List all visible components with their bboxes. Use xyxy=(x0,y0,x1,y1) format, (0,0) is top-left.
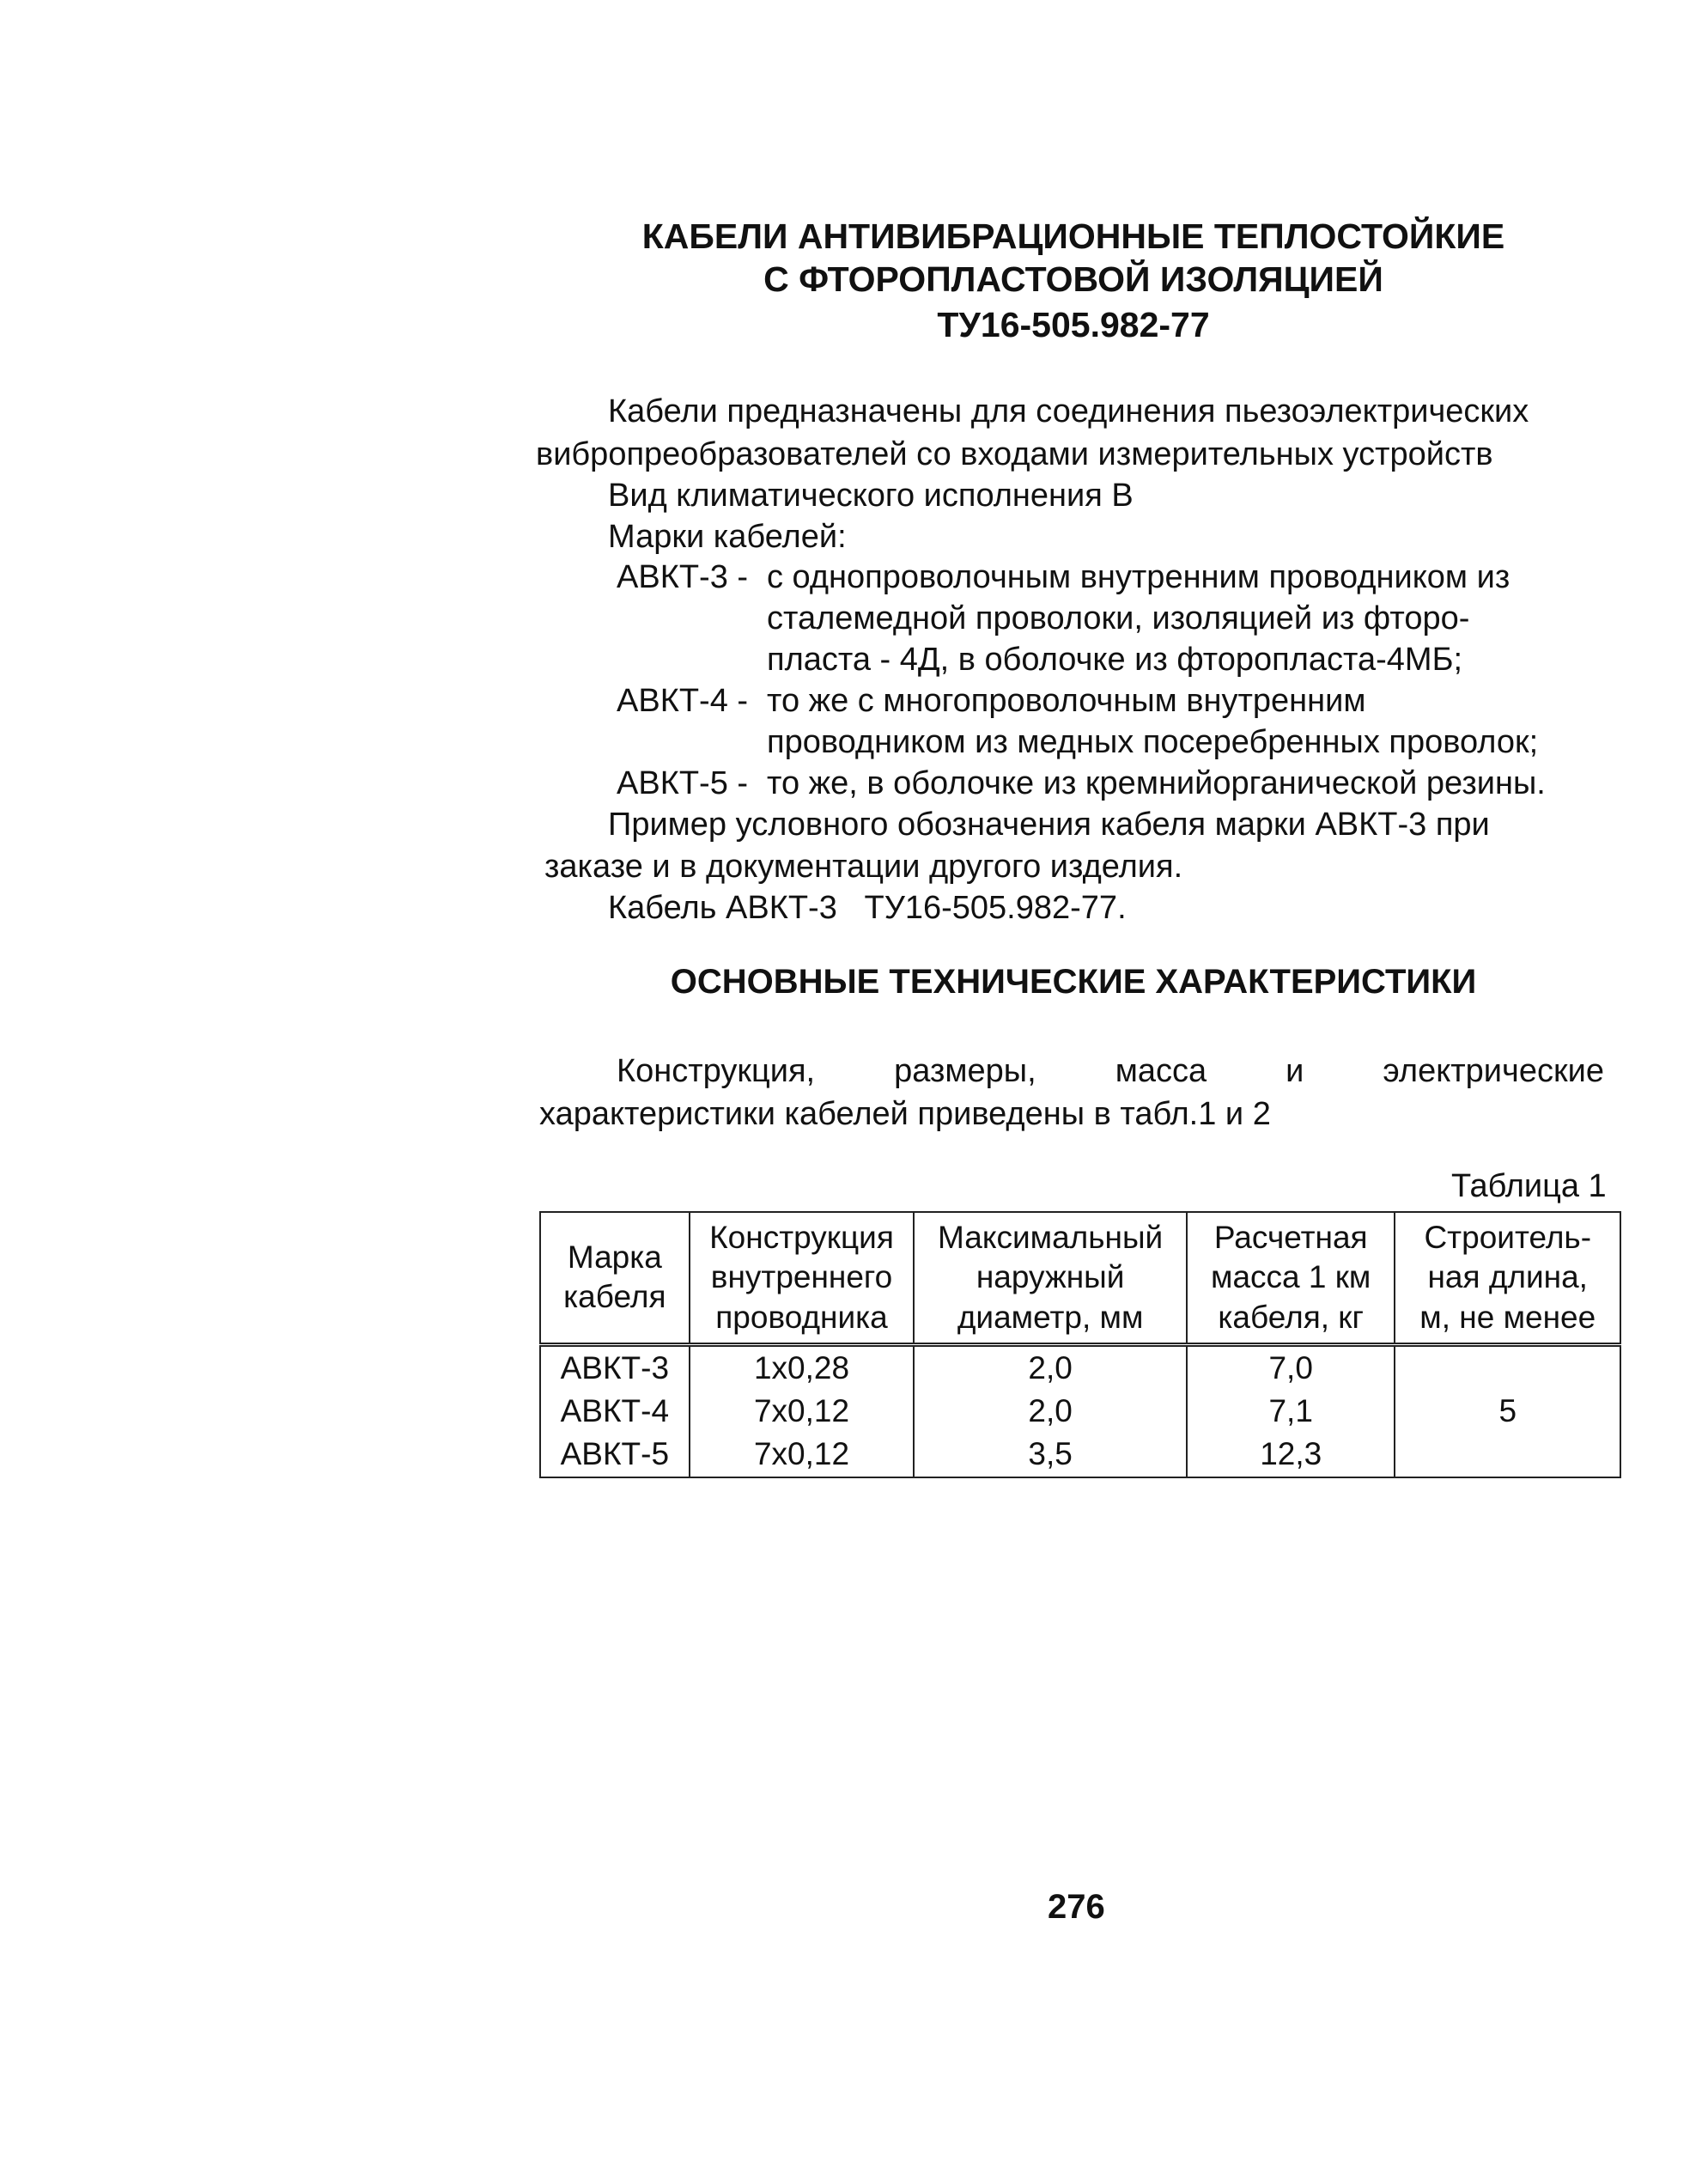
specs-table xyxy=(539,1211,1621,1478)
table-caption: Таблица 1 xyxy=(1451,1168,1607,1204)
brand-code-avkt4: АВКТ-4 - xyxy=(617,683,749,719)
table-cell: 7х0,12 xyxy=(690,1390,915,1433)
word: электрические xyxy=(1383,1053,1604,1089)
table-cell: 2,0 xyxy=(914,1390,1187,1433)
intro-line2: вибропреобразователей со входами измерительных устройств xyxy=(536,436,1493,472)
brand-desc-text: с однопроволочным внутренним проводником из xyxy=(767,559,1510,595)
header-text: ная длина, xyxy=(1427,1259,1588,1295)
table-cell: АВКТ-4 xyxy=(540,1390,690,1433)
header-text: наружный xyxy=(976,1259,1125,1295)
header-text: кабеля, кг xyxy=(1218,1299,1364,1335)
brands-heading: Марки кабелей: xyxy=(608,519,847,555)
table-row xyxy=(540,1344,1620,1390)
intro-line1: Кабели предназначены для соединения пьезоэлектрических xyxy=(608,393,1529,429)
header-text: Максимальный xyxy=(938,1220,1164,1255)
table-header-row xyxy=(540,1212,1620,1344)
header-text: м, не менее xyxy=(1419,1299,1596,1335)
brand-desc-avkt5-line1: то же, в оболочке из кремнийорганической резины. xyxy=(767,765,1546,801)
section-text-line1 xyxy=(617,1055,1604,1087)
table-cell: АВКТ-3 xyxy=(540,1344,690,1390)
header-text: внутреннего xyxy=(710,1259,893,1295)
table-cell: 2,0 xyxy=(914,1344,1187,1390)
doc-title-standard: ТУ16-505.982-77 xyxy=(937,305,1210,344)
word: размеры, xyxy=(894,1053,1036,1089)
word: Конструкция, xyxy=(617,1053,816,1089)
header-length xyxy=(1395,1212,1620,1344)
header-text: Строитель- xyxy=(1424,1220,1592,1255)
header-conductor xyxy=(690,1212,915,1344)
header-mass xyxy=(1187,1212,1395,1344)
section-text-line2: характеристики кабелей приведены в табл.1 и 2 xyxy=(539,1096,1271,1132)
example-line2: заказе и в документации другого изделия. xyxy=(544,849,1183,885)
header-text: диаметр, мм xyxy=(957,1299,1144,1335)
header-text: кабеля xyxy=(563,1279,666,1315)
table-cell: 7х0,12 xyxy=(690,1433,915,1477)
brand-desc-avkt3-line1 xyxy=(767,561,1613,594)
section-title: ОСНОВНЫЕ ТЕХНИЧЕСКИЕ ХАРАКТЕРИСТИКИ xyxy=(670,963,1477,1001)
header-text: масса 1 км xyxy=(1211,1259,1371,1295)
word: масса xyxy=(1115,1053,1207,1089)
table-cell: 3,5 xyxy=(914,1433,1187,1477)
doc-title-line2: С ФТОРОПЛАСТОВОЙ ИЗОЛЯЦИЕЙ xyxy=(763,259,1383,299)
brand-code-avkt3: АВКТ-3 - xyxy=(617,559,749,595)
climate-line: Вид климатического исполнения В xyxy=(608,478,1134,514)
header-text: Расчетная xyxy=(1213,1220,1368,1255)
table-cell: АВКТ-5 xyxy=(540,1433,690,1477)
table-cell-length: 5 xyxy=(1395,1344,1620,1477)
header-text: Марка xyxy=(567,1239,662,1276)
brand-desc-avkt3-line2: сталемедной проволоки, изоляцией из фторо- xyxy=(767,600,1470,636)
word: и xyxy=(1286,1053,1304,1089)
page-number: 276 xyxy=(1048,1888,1105,1926)
header-brand xyxy=(540,1212,690,1344)
brand-desc-avkt4-line1: то же с многопроволочным внутренним xyxy=(767,683,1366,719)
header-text: проводника xyxy=(715,1299,888,1335)
table-cell: 12,3 xyxy=(1187,1433,1395,1477)
brand-desc-avkt3-line3: пласта - 4Д, в оболочке из фторопласта-4МБ; xyxy=(767,642,1463,678)
brand-code-avkt5: АВКТ-5 - xyxy=(617,765,749,801)
table-cell: 7,0 xyxy=(1187,1344,1395,1390)
header-diameter xyxy=(914,1212,1187,1344)
doc-title-line1: КАБЕЛИ АНТИВИБРАЦИОННЫЕ ТЕПЛОСТОЙКИЕ xyxy=(641,216,1505,256)
table-cell: 7,1 xyxy=(1187,1390,1395,1433)
example-line3: Кабель АВКТ-3 ТУ16-505.982-77. xyxy=(608,890,1127,926)
example-line1: Пример условного обозначения кабеля марки АВКТ-3 при xyxy=(608,807,1490,843)
brand-desc-avkt4-line2: проводником из медных посеребренных проволок; xyxy=(767,724,1539,760)
table-cell: 1х0,28 xyxy=(690,1344,915,1390)
header-text: Конструкция xyxy=(709,1220,894,1255)
